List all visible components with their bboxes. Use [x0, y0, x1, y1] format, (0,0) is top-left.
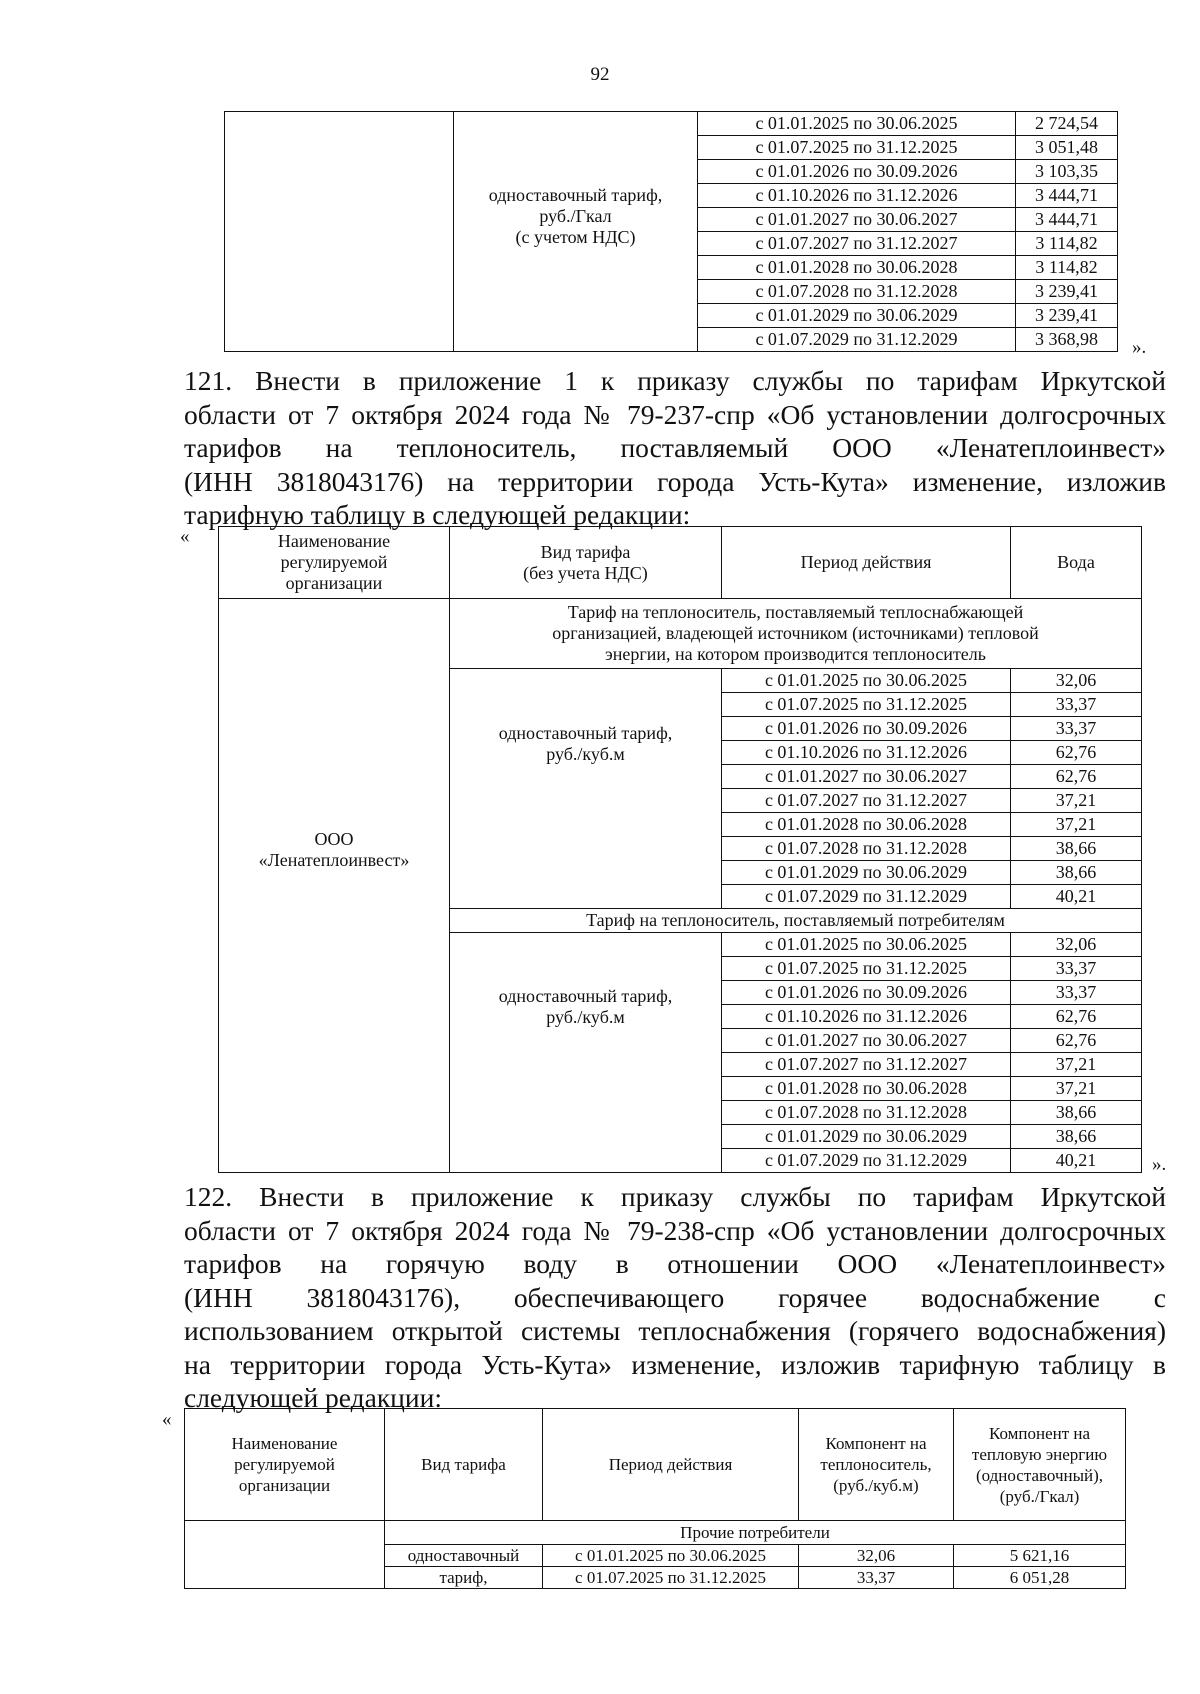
paragraph-line: (ИНН 3818043176), обеспечивающего горячее водоснабжение с: [184, 1281, 1166, 1313]
paragraph-line: 122. Внести в приложение к приказу службы по тарифам Иркутской: [184, 1181, 1166, 1212]
header-org: [185, 1409, 385, 1521]
period-cell: с 01.01.2028 по 30.06.2028: [698, 256, 1016, 280]
paragraph-line: области от 7 октября 2024 года № 79-238-спр «Об установлении долгосрочных: [184, 1214, 1166, 1246]
period-cell: с 01.07.2029 по 31.12.2029: [722, 885, 1011, 909]
value-cell: 33,37: [1011, 717, 1142, 741]
paragraph-121: [184, 364, 1166, 532]
value-cell: 40,21: [1011, 885, 1142, 909]
value-cell: 3 239,41: [1016, 280, 1118, 304]
tariff-type-cell: [450, 669, 722, 909]
value-cell: 40,21: [1011, 1148, 1142, 1172]
paragraph-line: 121. Внести в приложение 1 к приказу службы по тарифам Иркутской: [184, 365, 1166, 396]
value-cell: 32,06: [1011, 669, 1142, 693]
value-cell: 3 103,35: [1016, 160, 1118, 184]
header-type: [450, 527, 722, 599]
carrier-value-cell: 33,37: [799, 1567, 954, 1589]
paragraph-line: следующей редакции:: [184, 1382, 442, 1413]
org-cell: [185, 1521, 385, 1589]
paragraph-line: тарифную таблицу в следующей редакции:: [184, 499, 691, 530]
header-org-line: организации: [238, 1476, 331, 1495]
period-cell: с 01.07.2025 по 31.12.2025: [722, 693, 1011, 717]
page-number: 92: [590, 64, 610, 85]
header-energy-line: Компонент на: [988, 1423, 1091, 1443]
value-cell: 3 368,98: [1016, 328, 1118, 352]
value-cell: 37,21: [1011, 1052, 1142, 1076]
header-org-line: регулируемой: [234, 1455, 335, 1474]
carrier-value-cell: 32,06: [799, 1545, 954, 1567]
paragraph-line: тарифов на теплоноситель, поставляемый ООО «Ленатеплоинвест»: [184, 432, 1166, 463]
header-org-line: регулируемой: [280, 552, 388, 572]
period-cell: с 01.10.2026 по 31.12.2026: [698, 184, 1016, 208]
value-cell: 2 724,54: [1016, 112, 1118, 136]
value-cell: 62,76: [1011, 1028, 1142, 1052]
header-type-line: (без учета НДС): [523, 562, 648, 583]
header-carrier: [799, 1409, 954, 1521]
header-carrier-line: (руб./куб.м): [833, 1476, 919, 1495]
header-org-line: Наименование: [277, 531, 391, 551]
value-cell: 3 114,82: [1016, 256, 1118, 280]
value-cell: 62,76: [1011, 765, 1142, 789]
value-cell: 37,21: [1011, 1076, 1142, 1100]
tariff-type-line: руб./куб.м: [546, 743, 625, 764]
header-org-line: организации: [285, 573, 383, 593]
tariff-type-line: одноставочный тариф,: [488, 185, 663, 205]
paragraph-line: использованием открытой системы теплоснабжения (горячего водоснабжения): [184, 1315, 1166, 1346]
value-cell: 3 444,71: [1016, 184, 1118, 208]
period-cell: с 01.01.2025 по 30.06.2025: [698, 112, 1016, 136]
tariff-table-1: [224, 111, 1118, 352]
tariff-table-3: [184, 1408, 1126, 1589]
org-name-line: «Ленатеплоинвест»: [258, 850, 410, 871]
close-quote-2: ».: [1152, 1154, 1167, 1175]
period-cell: с 01.10.2026 по 31.12.2026: [722, 1004, 1011, 1028]
value-cell: 37,21: [1011, 813, 1142, 837]
period-cell: с 01.01.2027 по 30.06.2027: [722, 1028, 1011, 1052]
tariff-type-cell: одноставочный: [385, 1545, 543, 1567]
section-title-line: энергии, на котором производится теплоноситель: [605, 644, 986, 664]
period-cell: с 01.01.2026 по 30.09.2026: [698, 160, 1016, 184]
header-energy-line: (одноставочный),: [975, 1465, 1104, 1485]
value-cell: 33,37: [1011, 693, 1142, 717]
period-cell: с 01.01.2027 по 30.06.2027: [698, 208, 1016, 232]
org-cell: [225, 112, 454, 352]
energy-value-cell: 5 621,16: [954, 1545, 1126, 1567]
tariff-type-cell: тариф,: [385, 1567, 543, 1589]
period-cell: с 01.01.2029 по 30.06.2029: [722, 861, 1011, 885]
header-period: Период действия: [543, 1409, 799, 1521]
header-carrier-line: Компонент на: [825, 1434, 927, 1453]
header-carrier-line: теплоноситель,: [820, 1455, 932, 1474]
period-cell: с 01.07.2027 по 31.12.2027: [698, 232, 1016, 256]
period-cell: с 01.07.2028 по 31.12.2028: [722, 837, 1011, 861]
section-title-line: организацией, владеющей источником (источниками) тепловой: [552, 623, 1039, 643]
tariff-table-2: [218, 526, 1142, 1173]
value-cell: 3 051,48: [1016, 136, 1118, 160]
tariff-type-cell: [454, 112, 698, 352]
section-title: Тариф на теплоноситель, поставляемый потребителям: [450, 909, 1142, 933]
header-row: [185, 1409, 1126, 1521]
period-cell: с 01.07.2025 по 31.12.2025: [698, 136, 1016, 160]
section-title: Прочие потребители: [385, 1521, 1126, 1545]
header-energy-line: (руб./Гкал): [999, 1486, 1080, 1506]
section-title: [450, 599, 1142, 669]
header-org-line: Наименование: [231, 1434, 338, 1453]
tariff-type-line: руб./куб.м: [546, 1007, 625, 1027]
value-cell: 32,06: [1011, 932, 1142, 956]
header-org: [219, 527, 450, 599]
period-cell: с 01.01.2028 по 30.06.2028: [722, 1076, 1011, 1100]
period-cell: с 01.07.2029 по 31.12.2029: [698, 328, 1016, 352]
paragraph-line: на территории города Усть-Кута» изменение, изложив тарифную таблицу в: [184, 1348, 1166, 1380]
value-cell: 38,66: [1011, 1124, 1142, 1148]
header-type: Вид тарифа: [385, 1409, 543, 1521]
value-cell: 33,37: [1011, 956, 1142, 980]
tariff-type-line: одноставочный тариф,: [498, 986, 673, 1006]
period-cell: с 01.07.2027 по 31.12.2027: [722, 1052, 1011, 1076]
period-cell: с 01.01.2029 по 30.06.2029: [698, 304, 1016, 328]
period-cell: с 01.01.2025 по 30.06.2025: [722, 932, 1011, 956]
open-quote-3: «: [162, 1409, 172, 1430]
period-cell: с 01.01.2025 по 30.06.2025: [543, 1545, 799, 1567]
period-cell: с 01.07.2028 по 31.12.2028: [722, 1100, 1011, 1124]
header-energy-line: тепловую энергию: [971, 1444, 1108, 1464]
energy-value-cell: 6 051,28: [954, 1567, 1126, 1589]
period-cell: с 01.07.2025 по 31.12.2025: [543, 1567, 799, 1589]
period-cell: с 01.01.2028 по 30.06.2028: [722, 813, 1011, 837]
period-cell: с 01.10.2026 по 31.12.2026: [722, 741, 1011, 765]
paragraph-line: области от 7 октября 2024 года № 79-237-спр «Об установлении долгосрочных: [184, 398, 1166, 430]
paragraph-line: тарифов на горячую воду в отношении ООО «Ленатеплоинвест»: [184, 1248, 1166, 1279]
header-energy: [954, 1409, 1126, 1521]
tariff-type-line: одноставочный тариф,: [498, 722, 673, 743]
period-cell: с 01.07.2025 по 31.12.2025: [722, 956, 1011, 980]
org-name-cell: [219, 599, 450, 1173]
tariff-type-line: руб./Гкал: [539, 206, 612, 226]
paragraph-122: [184, 1180, 1166, 1415]
period-cell: с 01.07.2029 по 31.12.2029: [722, 1148, 1011, 1172]
value-cell: 37,21: [1011, 789, 1142, 813]
value-cell: 3 239,41: [1016, 304, 1118, 328]
period-cell: с 01.07.2027 по 31.12.2027: [722, 789, 1011, 813]
tariff-type-cell: [450, 932, 722, 1172]
section-row: [219, 599, 1142, 669]
section-title-line: Тариф на теплоноситель, поставляемый теплоснабжающей: [567, 602, 1024, 622]
header-row: [219, 527, 1142, 599]
value-cell: 33,37: [1011, 980, 1142, 1004]
period-cell: с 01.01.2025 по 30.06.2025: [722, 669, 1011, 693]
period-cell: с 01.01.2029 по 30.06.2029: [722, 1124, 1011, 1148]
close-quote-1: ».: [1132, 337, 1147, 358]
header-water: Вода: [1011, 527, 1142, 599]
table-row: [225, 112, 1118, 136]
value-cell: 38,66: [1011, 837, 1142, 861]
period-cell: с 01.01.2027 по 30.06.2027: [722, 765, 1011, 789]
header-type-line: Вид тарифа: [540, 541, 631, 562]
open-quote-2: «: [180, 526, 190, 547]
tariff-type-line: (с учетом НДС): [515, 227, 636, 247]
value-cell: 38,66: [1011, 861, 1142, 885]
org-name-line: ООО: [314, 829, 354, 850]
value-cell: 3 444,71: [1016, 208, 1118, 232]
period-cell: с 01.07.2028 по 31.12.2028: [698, 280, 1016, 304]
period-cell: с 01.01.2026 по 30.09.2026: [722, 717, 1011, 741]
header-period: Период действия: [722, 527, 1011, 599]
period-cell: с 01.01.2026 по 30.09.2026: [722, 980, 1011, 1004]
section-row: [185, 1521, 1126, 1545]
paragraph-line: (ИНН 3818043176) на территории города Усть-Кута» изменение, изложив: [184, 465, 1166, 497]
value-cell: 3 114,82: [1016, 232, 1118, 256]
value-cell: 62,76: [1011, 741, 1142, 765]
value-cell: 38,66: [1011, 1100, 1142, 1124]
value-cell: 62,76: [1011, 1004, 1142, 1028]
